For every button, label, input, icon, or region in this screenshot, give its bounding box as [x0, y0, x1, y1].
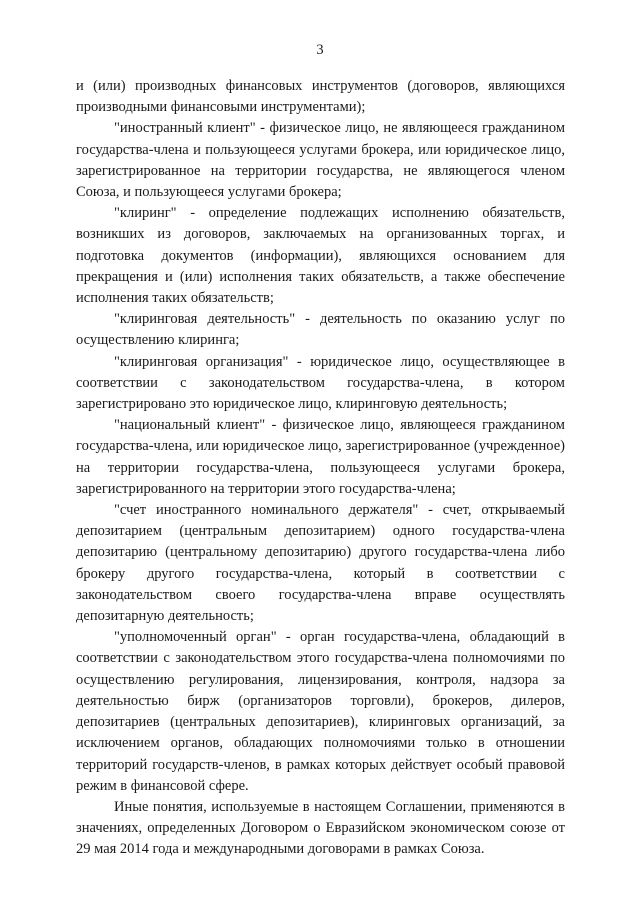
definition-national-client: "национальный клиент" - физическое лицо, являющееся гражданином государства-члена, или юридическое лицо, зарегистрированное (учрежденное) на территории государства-члена, пользующееся услугами брокера, зарегистрированного на территории этого государства-члена; [76, 417, 565, 497]
definition-foreign-client: "иностранный клиент" - физическое лицо, не являющееся гражданином государства-члена и пользующееся услугами брокера, или юридическое лицо, зарегистрированное на территории государства, не являющегося членом Союза, и пользующееся услугами брокера; [76, 120, 565, 201]
definition-clearing-organization: "клиринговая организация" - юридическое лицо, осуществляющее в соответствии с законодательством государства-члена, в котором зарегистрировано это юридическое лицо, клиринговую деятельность; [76, 353, 565, 413]
paragraph-other-terms: Иные понятия, используемые в настоящем Соглашении, применяются в значениях, определенных Договором о Евразийском экономическом союзе от 29 мая 2014 года и международными договорами в рамках Союза. [76, 798, 565, 858]
definition-clearing: "клиринг" - определение подлежащих исполнению обязательств, возникших из договоров, заключаемых на организованных торгах, и подготовка документов (информации), являющихся основанием для прекращения и (или) исполнения таких обязательств, а также обеспечение исполнения таких обязательств; [76, 205, 565, 307]
paragraph-continuation: и (или) производных финансовых инструментов (договоров, являющихся производными финансовыми инструментами); [76, 78, 565, 116]
body-text [76, 76, 565, 861]
definition-authorized-body: "уполномоченный орган" - орган государства-члена, обладающий в соответствии с законодательством этого государства-члена полномочиями по осуществлению регулирования, лицензирования, контроля, надзора за деятельностью бирж (организаторов торговли), брокеров, дилеров, депозитариев (центральных депозитариев), клиринговых организаций, за исключением органов, обладающих полномочиями только в отношении территорий государств-членов, в рамках которых действует особый правовой режим в финансовой сфере. [76, 629, 565, 794]
definition-clearing-activity: "клиринговая деятельность" - деятельность по оказанию услуг по осуществлению клиринга; [76, 311, 565, 349]
definition-foreign-nominee-account: "счет иностранного номинального держателя" - счет, открываемый депозитарием (центральным депозитарием) одного государства-члена депозитарию (центральному депозитарию) другого государства-члена либо брокеру другого государства-члена, который в соответствии с законодательством своего государства-члена вправе осуществлять депозитарную деятельность; [76, 502, 565, 625]
page-number: 3 [316, 42, 324, 58]
